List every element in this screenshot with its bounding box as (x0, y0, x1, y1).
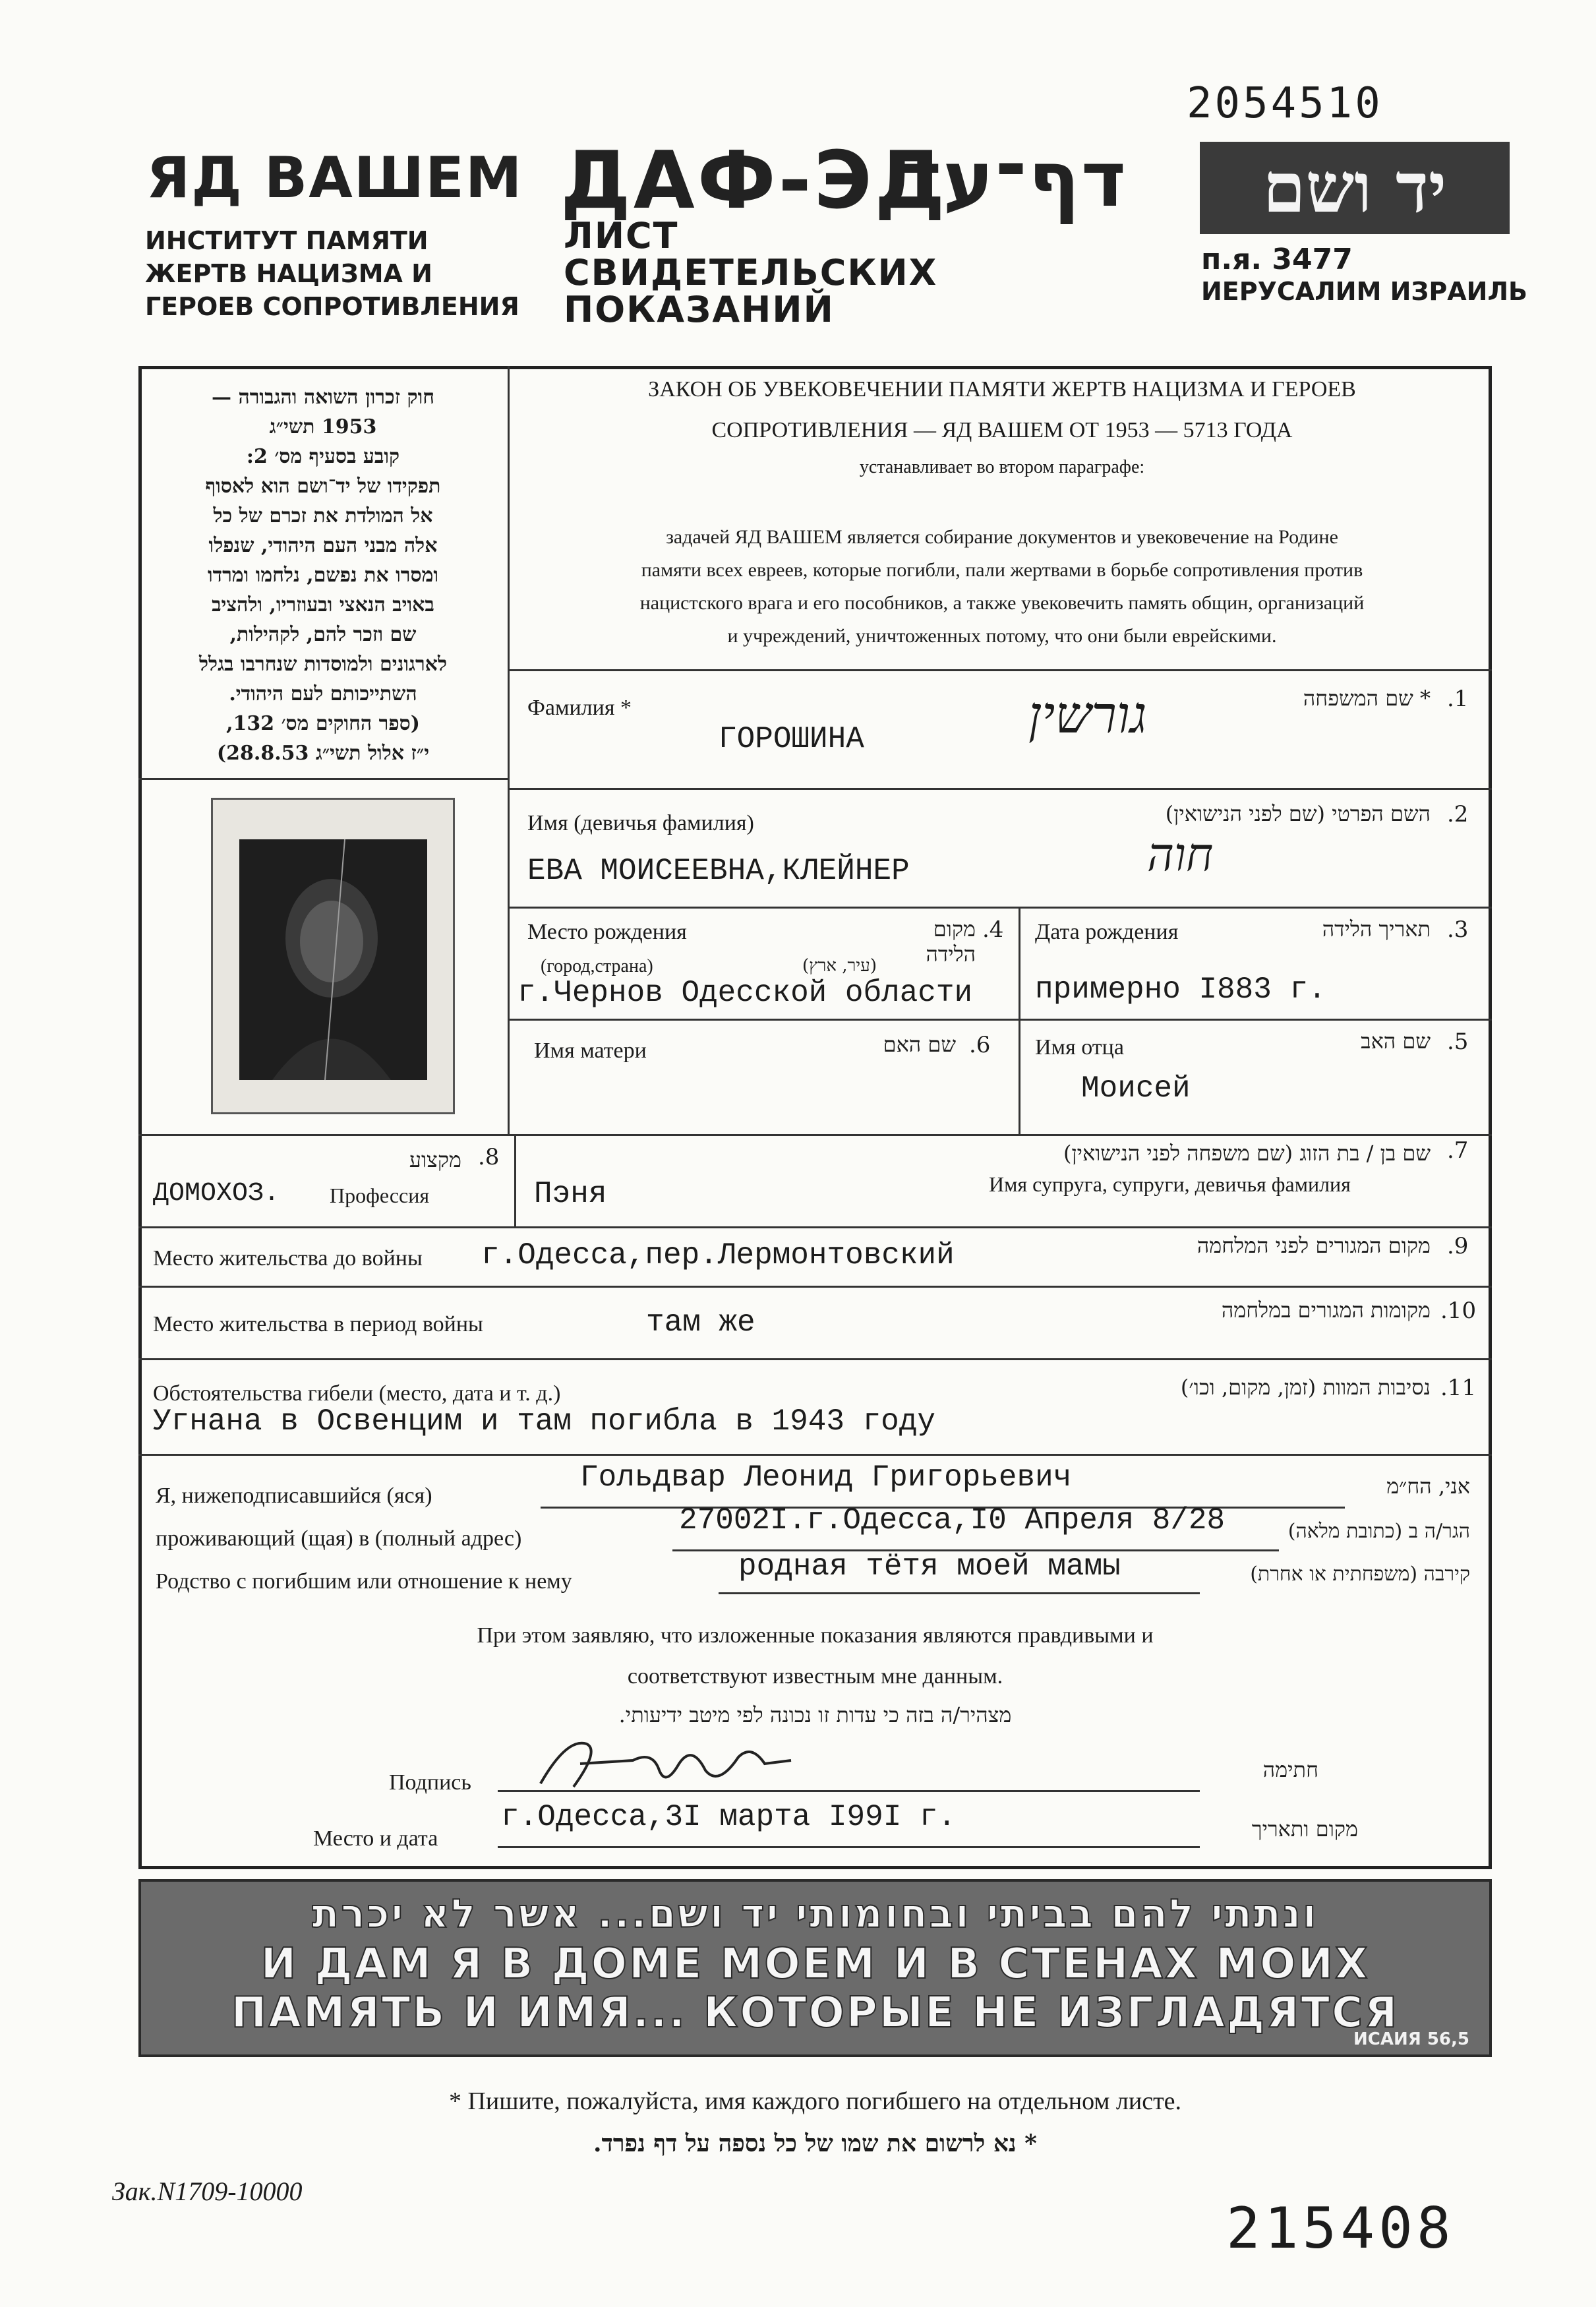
field-7-top-line (138, 1134, 1492, 1136)
field-number: .10 (1440, 1298, 1477, 1324)
form-title-ru: ДАФ-ЭД (560, 135, 948, 227)
first-name-label: Имя (девичья фамилия) (527, 811, 754, 835)
subtitle-line: ЛИСТ (564, 215, 679, 256)
law-he-line: חוק זכרון השואה והגבורה — (212, 386, 434, 409)
first-name-value: ЕВА МОИСЕЕВНА,КЛЕЙНЕР (527, 854, 910, 888)
field-10-top-line (138, 1286, 1492, 1288)
father-name-value: Моисей (1081, 1071, 1191, 1106)
victim-photo (211, 798, 455, 1114)
prewar-residence-value: г.Одесса,пер.Лермонтовский (481, 1238, 955, 1273)
law-he-line: אל המולדת את זכרם של כל (213, 504, 433, 527)
father-name-label-he: שם האב (1361, 1029, 1431, 1054)
relationship-value: родная тётя моей мамы (738, 1549, 1121, 1584)
field-number: .11 (1440, 1375, 1477, 1401)
witness-name-label: Я, нижеподписавшийся (яся) (156, 1483, 432, 1508)
wartime-residence-value: там же (646, 1305, 755, 1340)
signature-label-he: חתימה (1262, 1757, 1318, 1782)
law-box-bottom-line (138, 778, 508, 780)
witness-address-value: 27002I.г.Одесса,I0 Апреля 8/28 (679, 1503, 1226, 1538)
surname-value: ГОРОШИНА (719, 722, 864, 756)
form-subtitle (564, 215, 938, 330)
law-he-line: אלה מבני העם היהודי, שנפלו (208, 534, 438, 557)
law-he-line: קובע בסעיף מס׳ 2: (246, 445, 400, 468)
wartime-residence-label-he: מקומות המגורים במלחמה (1221, 1298, 1431, 1323)
institute-name (145, 224, 519, 323)
law-text-ru (521, 369, 1483, 484)
birthplace-label: Место рождения (527, 920, 687, 944)
relationship-label-he: קירבה (משפחתית או אחרת) (1250, 1563, 1470, 1586)
law-ru-line: устанавливает во втором параграфе: (859, 457, 1145, 477)
field-5-top-line (508, 1019, 1492, 1021)
law-ru-line: ЗАКОН ОБ УВЕКОВЕЧЕНИИ ПАМЯТИ ЖЕРТВ НАЦИЗМА И ГЕРОЕВ (648, 377, 1356, 402)
law-ru-line: и учреждений, уничтоженных потому, что они были еврейскими. (727, 625, 1277, 647)
birthplace-value: г.Чернов Одесской области (517, 976, 973, 1010)
doc-number-top: 2054510 (1187, 79, 1383, 128)
field-2-top-line (508, 788, 1492, 790)
subtitle-line: ПОКАЗАНИЙ (564, 289, 835, 330)
declaration-line: При этом заявляю, что изложенные показания являются правдивыми и (477, 1623, 1154, 1648)
surname-handwritten-he: גורשין (1028, 686, 1147, 745)
po-box: п.я. 3477 (1201, 243, 1353, 276)
org-name-he: יד ושם (1200, 142, 1510, 234)
signature-label: Подпись (389, 1770, 471, 1795)
footer-note-he: * נא לרשום את שמו של כל נספה על דף נפרד. (593, 2130, 1037, 2157)
mother-name-label-he: שם האם (883, 1032, 956, 1057)
law-text-he (148, 382, 498, 768)
form-title-he: דף־עד (897, 135, 1128, 224)
field-number: .2 (1447, 801, 1469, 827)
law-ru-line: задачей ЯД ВАШЕМ является собирание документов и увековечение на Родине (666, 526, 1338, 548)
birthdate-value: примерно I883 г. (1035, 973, 1326, 1007)
birthdate-label: Дата рождения (1035, 920, 1179, 944)
birthplace-sublabel-he: (עיר, ארץ) (802, 956, 877, 976)
spouse-label: Имя супруга, супруги, девичья фамилия (989, 1172, 1351, 1196)
law-text-ru-body (521, 521, 1483, 653)
law-he-line: השתייכותם לעם היהודי. (229, 682, 417, 705)
subtitle-line: СВИДЕТЕЛЬСКИХ (564, 252, 938, 293)
profession-label-he: מקצוע (409, 1147, 461, 1172)
spouse-value: Пэня (534, 1177, 607, 1211)
banner-line-ru: И ДАМ Я В ДОМЕ МОЕМ И В СТЕНАХ МОИХ (260, 1940, 1370, 1989)
quote-banner (138, 1879, 1492, 2057)
field-number: .5 (1447, 1029, 1469, 1055)
institute-line: ГЕРОЕВ СОПРОТИВЛЕНИЯ (145, 292, 519, 321)
banner-line-he: ונתתי להם בביתי ובחומותי יד ושם... אשר לא יכרת (312, 1891, 1318, 1937)
field-11-top-line (138, 1358, 1492, 1360)
field-number: .7 (1447, 1137, 1469, 1164)
birthplace-sublabel: (город,страна) (541, 956, 653, 976)
field-1-top-line (508, 669, 1492, 671)
witness-address-label: проживающий (щая) в (полный адрес) (156, 1526, 522, 1551)
first-name-label-he: השם הפרטי (שם לפני הנישואין) (1165, 801, 1431, 826)
law-ru-line: нацистского врага и его пособников, а также увековечить память общин, организаций (639, 592, 1365, 614)
place-date-label-he: מקום ותאריך (1251, 1816, 1358, 1842)
city-line: ИЕРУСАЛИМ ИЗРАИЛЬ (1201, 277, 1528, 306)
birthdate-label-he: תאריך הלידה (1322, 916, 1431, 942)
law-he-line: תפקידו של יד־ושם הוא לאסוף (205, 475, 441, 498)
field-number: .1 (1447, 686, 1469, 712)
law-ru-line: памяти всех евреев, которые погибли, пали жертвами в борьбе сопротивления против (641, 559, 1363, 581)
prewar-residence-label: Место жительства до войны (153, 1246, 423, 1271)
banner-source: ИСАИЯ 56,5 (1353, 2029, 1469, 2049)
banner-line-ru: ПАМЯТЬ И ИМЯ... КОТОРЫЕ НЕ ИЗГЛАДЯТСЯ (231, 1989, 1400, 2037)
field-number: .9 (1447, 1233, 1469, 1259)
law-he-line: ומסרו את נפשם, נלחמו ומרדו (207, 564, 439, 587)
place-date-label: Место и дата (313, 1826, 438, 1851)
declaration-ru (138, 1615, 1492, 1697)
father-name-label: Имя отца (1035, 1035, 1124, 1060)
law-he-line: באויב הנאצי ובעוזריו, ולהציב (212, 593, 434, 616)
witness-name-label-he: אני, הח״מ (1386, 1474, 1470, 1499)
law-he-line: 1953 תשי״ג (269, 415, 377, 438)
surname-label-he: * שם המשפחה (1303, 686, 1431, 711)
surname-label: Фамилия * (527, 696, 632, 720)
wartime-residence-label: Место жительства в период войны (153, 1312, 483, 1336)
field-number: .3 (1447, 916, 1469, 943)
signature-image (527, 1724, 804, 1797)
first-name-handwritten-he: חוה (1147, 827, 1214, 882)
footer-note-ru: * Пишите, пожалуйста, имя каждого погибшего на отдельном листе. (448, 2087, 1182, 2115)
portrait-image (213, 800, 453, 1112)
handwritten-reference: Зак.N1709-10000 (112, 2176, 303, 2206)
law-ru-line: СОПРОТИВЛЕНИЯ — ЯД ВАШЕМ ОТ 1953 — 5713 ГОДА (711, 418, 1293, 442)
witness-top-line (138, 1454, 1492, 1456)
relationship-label: Родство с погибшим или отношение к нему (156, 1569, 572, 1594)
field-3-top-line (508, 907, 1492, 909)
law-he-line: שם וזכר להם, לקהילות, (229, 623, 417, 646)
institute-line: ЖЕРТВ НАЦИЗМА И (145, 259, 432, 288)
law-he-line: (ספר החוקים מס׳ 132, (226, 712, 420, 735)
field-number: .8 (478, 1144, 500, 1170)
declaration-he: מצהיר/ה בזה כי עדות זו נכונה לפי מיטב ידיעותי. (618, 1702, 1012, 1727)
stamp-number: 215408 (1226, 2196, 1455, 2262)
witness-name-value: Гольдвар Леонид Григорьевич (580, 1460, 1072, 1495)
prewar-residence-label-he: מקום המגורים לפני המלחמה (1197, 1233, 1431, 1258)
spouse-label-he: שם בן / בת הזוג (שם משפחה לפני הנישואין) (1063, 1141, 1431, 1166)
law-he-line: י״ז אלול תשי״ג 28.8.53) (216, 742, 430, 765)
witness-address-label-he: הגר/ה ב (כתובת מלאה) (1287, 1520, 1470, 1543)
place-date-value: г.Одесса,3I марта I99I г. (501, 1800, 957, 1834)
law-he-line: לארגונים ולמוסדות שנחרבו בגלל (199, 653, 447, 676)
field-9-top-line (138, 1226, 1492, 1228)
death-circumstances-value: Угнана в Освенцим и там погибла в 1943 году (153, 1404, 935, 1439)
profession-label: Профессия (330, 1183, 430, 1207)
mother-name-label: Имя матери (534, 1038, 647, 1063)
birthplace-label-he: מקום הלידה (926, 916, 976, 967)
death-circumstances-label: Обстоятельства гибели (место, дата и т. д.) (153, 1381, 561, 1406)
field-number: .4 (982, 916, 1004, 943)
death-circumstances-label-he: נסיבות המוות (זמן, מקום, וכו׳) (1180, 1375, 1431, 1400)
org-name-ru: ЯД ВАШЕМ (146, 145, 523, 211)
field-number: .6 (969, 1032, 991, 1058)
field-7-divider (514, 1134, 516, 1226)
institute-line: ИНСТИТУТ ПАМЯТИ (145, 226, 429, 255)
profession-value: ДОМОХОЗ. (153, 1179, 280, 1209)
declaration-line: соответствуют известным мне данным. (627, 1664, 1003, 1689)
